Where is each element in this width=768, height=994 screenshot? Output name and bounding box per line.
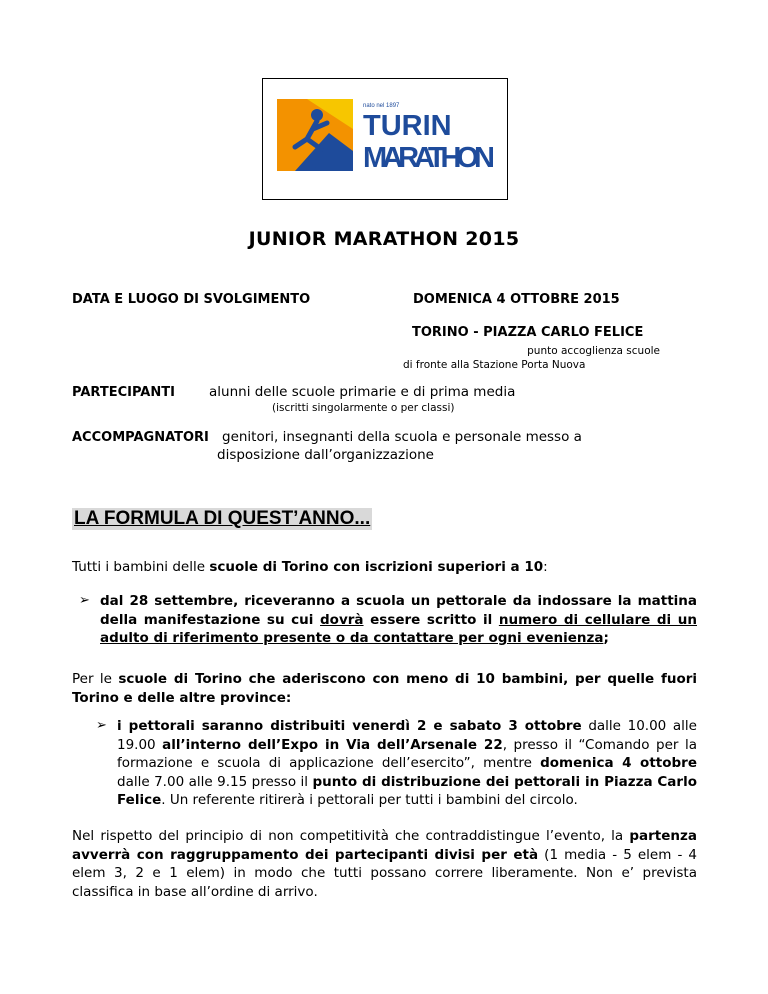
turin-marathon-logo <box>277 99 497 171</box>
bullet-arrow-icon: ➢ <box>79 593 90 608</box>
paragraph-start-rules: Nel rispetto del principio di non competitività che contraddistingue l’evento, la partenza avverrà con raggruppamento dei partecipanti divisi per età (1 media - 5 elem - 4 elem 3, 2 e 1 elem) in modo che tutti possano correre liberamente. Non e’ prevista classifica in base all’ordine di arrivo. <box>72 828 697 900</box>
place-note-2: di fronte alla Stazione Porta Nuova <box>403 359 586 371</box>
paragraph-other-schools: Per le scuole di Torino che aderiscono con meno di 10 bambini, per quelle fuori Torino e delle altre province: <box>72 671 698 706</box>
place-value: TORINO - PIAZZA CARLO FELICE <box>412 325 644 340</box>
logo-frame <box>262 78 508 200</box>
section-title: LA FORMULA DI QUEST’ANNO... <box>74 508 371 529</box>
partecipanti-value: alunni delle scuole primarie e di prima media <box>209 384 516 400</box>
bullet-schools-over-10: dal 28 settembre, riceveranno a scuola un pettorale da indossare la mattina della manifestazione su cui dovrà essere scritto il numero di cellulare di un adulto di riferimento presente o da contattare per ogni evenienza; <box>100 593 697 646</box>
logo-line1: TURIN <box>363 110 452 142</box>
page-title: JUNIOR MARATHON 2015 <box>248 228 520 250</box>
accompagnatori-line-1: genitori, insegnanti della scuola e personale messo a <box>222 429 582 445</box>
partecipanti-note: (iscritti singolarmente o per classi) <box>272 402 455 414</box>
bullet-arrow-icon-2: ➢ <box>96 718 107 733</box>
accompagnatori-line-2: disposizione dall’organizzazione <box>217 447 434 463</box>
logo-line2: MARATHON <box>363 142 495 171</box>
bullet-distribution: i pettorali saranno distribuiti venerdì 2 e sabato 3 ottobre dalle 10.00 alle 19.00 all’interno dell’Expo in Via dell’Arsenale 22, presso il “Comando per la formazione e scuola di applicazione dell’esercito”, mentre domenica 4 ottobre dalle 7.00 alle 9.15 presso il punto di distribuzione dei pettorali in Piazza Carlo Felice. Un referente ritirerà i pettorali per tutti i bambini del circolo. <box>117 718 697 808</box>
accompagnatori-label: ACCOMPAGNATORI <box>72 430 209 445</box>
partecipanti-label: PARTECIPANTI <box>72 385 175 400</box>
paragraph-intro: Tutti i bambini delle scuole di Torino con iscrizioni superiori a 10: <box>72 559 548 575</box>
date-value: DOMENICA 4 OTTOBRE 2015 <box>413 292 620 307</box>
logo-tagline: nato nel 1897 <box>363 103 400 109</box>
date-label: DATA E LUOGO DI SVOLGIMENTO <box>72 292 311 307</box>
place-note-1: punto accoglienza scuole <box>527 345 660 357</box>
